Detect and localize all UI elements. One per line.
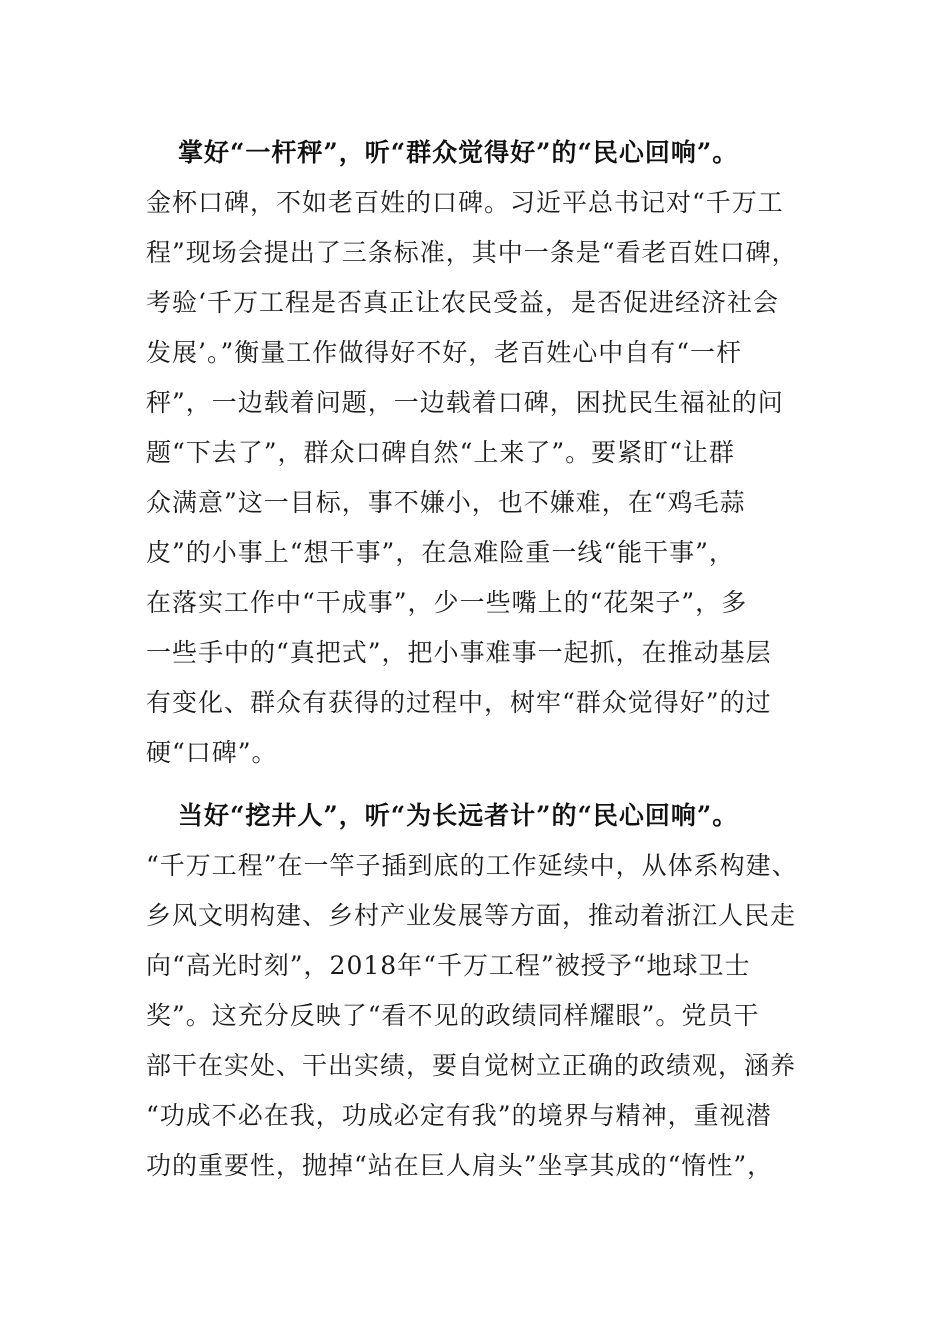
paragraph-1-line-3: 考验‘千万工程是否真正让农民受益，是否促进经济社会 (146, 288, 779, 317)
paragraph-1 (146, 128, 806, 778)
paragraph-1-line-1: 金杯口碑，不如老百姓的口碑。习近平总书记对“千万工 (146, 188, 784, 217)
paragraph-2-line-7: 功的重要性，抛掉“站在巨人肩头”坐享其成的“惰性”， (146, 1151, 774, 1180)
paragraph-1-line-7: 众满意”这一目标，事不嫌小，也不嫌难，在“鸡毛蒜 (146, 488, 746, 517)
paragraph-2-line-6: “功成不必在我，功成必定有我”的境界与精神，重视潜 (146, 1101, 772, 1130)
paragraph-2-line-2: 乡风文明构建、乡村产业发展等方面，推动着浙江人民走 (146, 901, 797, 930)
paragraph-2-heading: 当好“挖井人”，听“为长远者计”的“民心回响”。 (178, 801, 739, 830)
paragraph-2-line-1: “千万工程”在一竿子插到底的工作延续中，从体系构建、 (146, 851, 798, 880)
paragraph-1-line-10: 一些手中的“真把式”，把小事难事一起抓，在推动基层 (146, 638, 772, 667)
paragraph-1-line-12: 硬“口碑”。 (146, 738, 278, 767)
paragraph-1-line-9: 在落实工作中“干成事”，少一些嘴上的“花架子”，多 (146, 588, 748, 617)
paragraph-1-line-6: 题“下去了”，群众口碑自然“上来了”。要紧盯“让群 (146, 438, 735, 467)
paragraph-1-heading: 掌好“一杆秤”，听“群众觉得好”的“民心回响”。 (178, 138, 739, 167)
paragraph-2-line-4: 奖”。这充分反映了“看不见的政绩同样耀眼”。党员干 (146, 1001, 760, 1030)
paragraph-1-line-8: 皮”的小事上“想干事”，在急难险重一线“能干事”， (146, 538, 735, 567)
paragraph-1-line-4: 发展’。”衡量工作做得好不好，老百姓心中自有“一杆 (146, 338, 743, 367)
paragraph-2-line-5: 部干在实处、干出实绩，要自觉树立正确的政绩观，涵养 (146, 1051, 797, 1080)
paragraph-1-line-5: 秤”，一边载着问题，一边载着口碑，困扰民生福祉的问 (146, 388, 784, 417)
paragraph-1-line-11: 有变化、群众有获得的过程中，树牢“群众觉得好”的过 (146, 688, 772, 717)
paragraph-2-line-3: 向“高光时刻”，2018年“千万工程”被授予“地球卫士 (146, 951, 751, 980)
paragraph-2 (146, 791, 806, 1191)
paragraph-1-line-2: 程”现场会提出了三条标准，其中一条是“看老百姓口碑， (146, 238, 798, 267)
